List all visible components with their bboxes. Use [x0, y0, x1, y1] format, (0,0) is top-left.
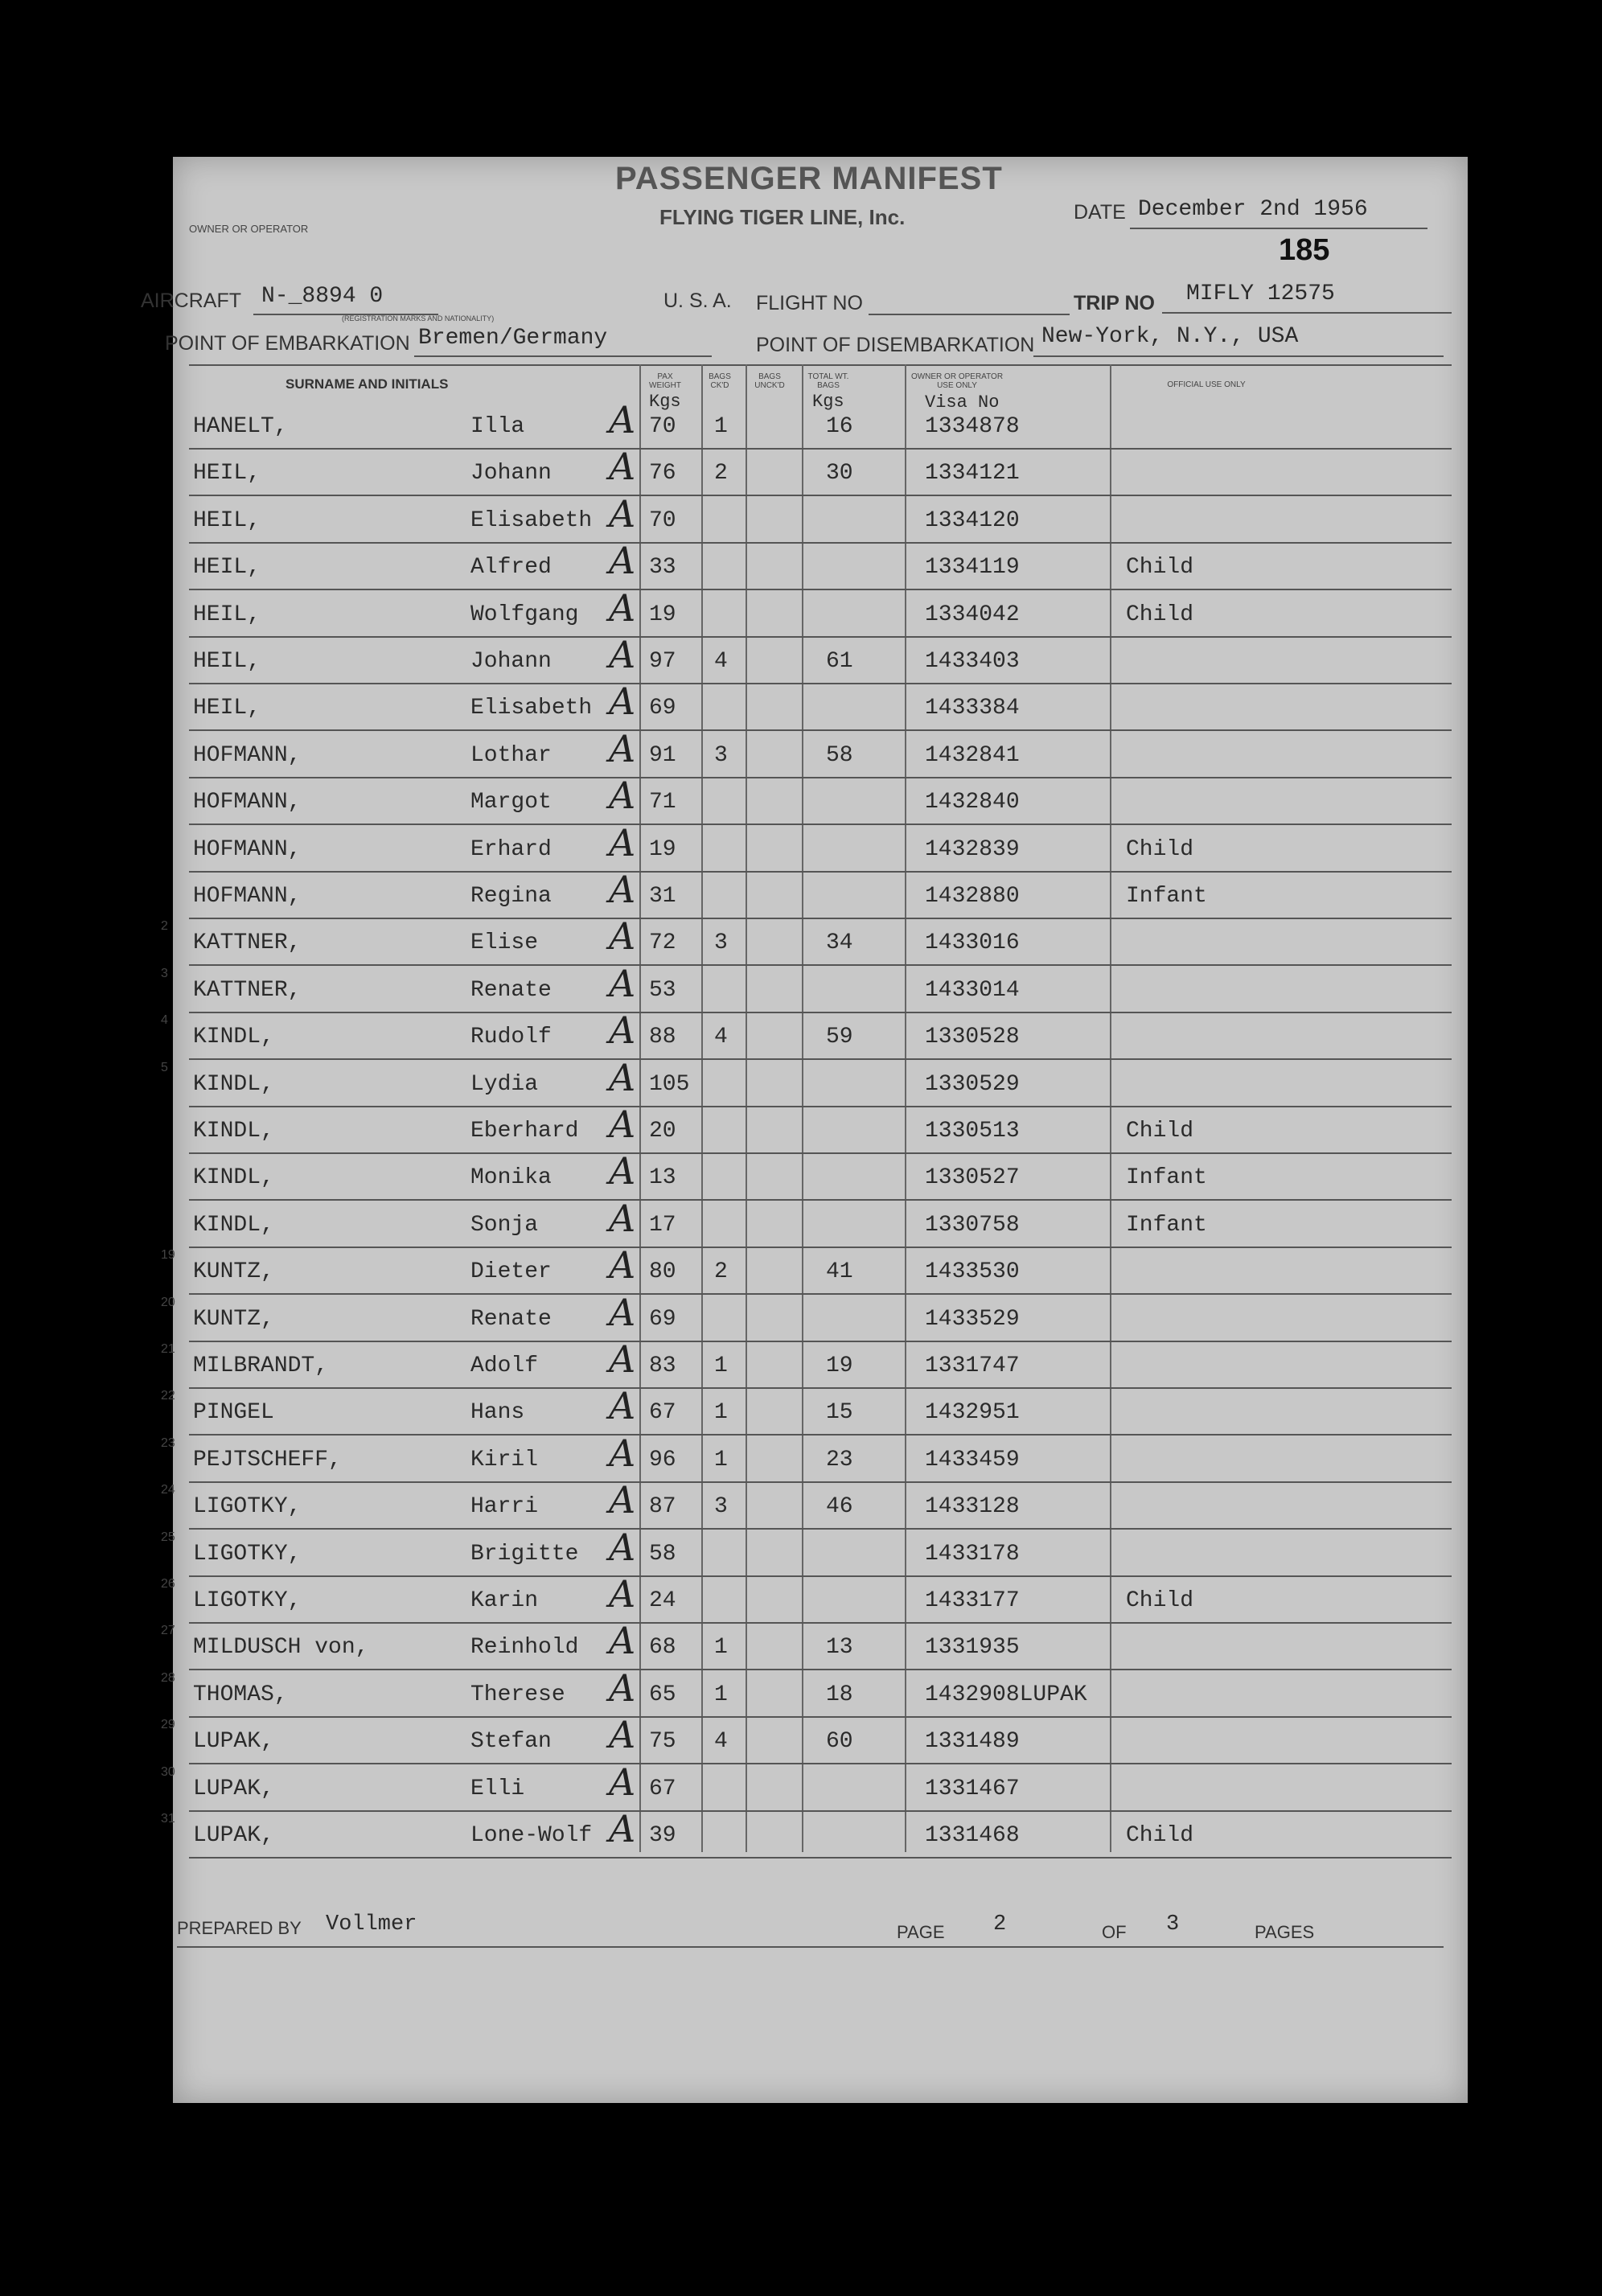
- usa-label: U. S. A.: [663, 290, 732, 312]
- status-mark: A: [609, 1713, 636, 1757]
- given-name-cell: Elisabeth: [470, 696, 593, 721]
- surname-cell: PEJTSCHEFF,: [193, 1447, 342, 1472]
- given-name-cell: Lothar: [470, 742, 552, 768]
- row-number: 2: [161, 919, 168, 934]
- row-number: 4: [161, 1013, 168, 1028]
- status-mark: A: [609, 1525, 636, 1569]
- given-name-cell: Erhard: [470, 836, 552, 862]
- given-name-cell: Adolf: [470, 1353, 539, 1378]
- total-weight-cell: 19: [826, 1353, 853, 1378]
- row-rule: [189, 918, 1452, 919]
- row-rule: [189, 1106, 1452, 1107]
- disembarkation-label: POINT OF DISEMBARKATION: [756, 334, 1035, 356]
- manifest-sheet: [141, 157, 1468, 2103]
- visa-number-cell: 1433128: [925, 1494, 1020, 1520]
- row-number: 5: [161, 1060, 168, 1074]
- given-name-cell: Dieter: [470, 1259, 552, 1285]
- pax-weight-cell: 53: [649, 977, 676, 1003]
- visa-number-cell: 1432908LUPAK: [925, 1682, 1087, 1707]
- surname-cell: KINDL,: [193, 1212, 274, 1238]
- row-rule: [189, 1247, 1452, 1248]
- row-number: 24: [161, 1483, 175, 1497]
- pax-weight-cell: 13: [649, 1165, 676, 1191]
- given-name-cell: Illa: [470, 414, 525, 439]
- visa-number-cell: 1331935: [925, 1635, 1020, 1661]
- row-number: 28: [161, 1670, 175, 1685]
- trip-label: TRIP NO: [1074, 292, 1155, 314]
- header-top-rule: [189, 364, 1452, 366]
- grid-v5: [905, 364, 906, 1852]
- footer-rule: [177, 1946, 1444, 1948]
- status-mark: A: [609, 868, 636, 911]
- manifest-number: 185: [1279, 233, 1330, 267]
- bags-checked-cell: 3: [714, 742, 728, 768]
- status-mark: A: [609, 585, 636, 630]
- status-mark: A: [609, 539, 636, 583]
- status-mark: A: [609, 1431, 636, 1475]
- of-value: 3: [1166, 1912, 1180, 1937]
- status-mark: A: [609, 398, 636, 442]
- bags-checked-cell: 1: [714, 1400, 728, 1426]
- visa-number-cell: 1331468: [925, 1823, 1020, 1848]
- row-rule: [189, 636, 1452, 638]
- surname-cell: HEIL,: [193, 696, 261, 721]
- surname-cell: HEIL,: [193, 461, 261, 487]
- manifest-title: PASSENGER MANIFEST: [615, 161, 1003, 196]
- visa-number-cell: 1433403: [925, 649, 1020, 674]
- visa-number-cell: 1433177: [925, 1588, 1020, 1613]
- page-label: PAGE: [897, 1922, 945, 1942]
- pax-weight-cell: 24: [649, 1588, 676, 1613]
- row-rule: [189, 1152, 1452, 1154]
- status-mark: A: [609, 961, 636, 1005]
- visa-number-cell: 1334120: [925, 507, 1020, 533]
- row-rule: [189, 1622, 1452, 1624]
- row-rule: [189, 1669, 1452, 1670]
- row-rule: [189, 1387, 1452, 1389]
- surname-cell: HEIL,: [193, 555, 261, 581]
- disembarkation-value: New-York, N.Y., USA: [1041, 324, 1299, 349]
- given-name-cell: Wolfgang: [470, 602, 579, 627]
- registration-note: (REGISTRATION MARKS AND NATIONALITY): [342, 314, 495, 322]
- col-surname: SURNAME AND INITIALS: [285, 376, 449, 392]
- visa-number-cell: 1433178: [925, 1541, 1020, 1567]
- visa-number-cell: 1334042: [925, 602, 1020, 627]
- bags-checked-cell: 4: [714, 1025, 728, 1050]
- surname-cell: MILBRANDT,: [193, 1353, 329, 1378]
- pax-weight-cell: 80: [649, 1259, 676, 1285]
- given-name-cell: Regina: [470, 884, 552, 909]
- pax-weight-cell: 70: [649, 507, 676, 533]
- visa-number-cell: 1334121: [925, 461, 1020, 487]
- col-official: OFFICIAL USE ONLY: [1167, 380, 1246, 389]
- trip-underline: [1162, 312, 1452, 314]
- pax-weight-cell: 88: [649, 1025, 676, 1050]
- status-mark: A: [609, 1337, 636, 1381]
- col-visa-label: Visa No: [925, 392, 1000, 413]
- status-mark: A: [609, 1619, 636, 1663]
- row-rule: [189, 1012, 1452, 1013]
- visa-number-cell: 1330513: [925, 1119, 1020, 1144]
- total-weight-cell: 46: [826, 1494, 853, 1520]
- trip-value: MIFLY 12575: [1186, 281, 1335, 306]
- visa-number-cell: 1331489: [925, 1729, 1020, 1755]
- pax-weight-cell: 20: [649, 1119, 676, 1144]
- given-name-cell: Margot: [470, 790, 552, 815]
- given-name-cell: Elli: [470, 1776, 525, 1801]
- given-name-cell: Rudolf: [470, 1025, 552, 1050]
- surname-cell: HOFMANN,: [193, 742, 302, 768]
- row-number: 27: [161, 1624, 175, 1638]
- flight-underline: [869, 314, 1070, 315]
- row-number: 19: [161, 1248, 175, 1263]
- total-weight-cell: 41: [826, 1259, 853, 1285]
- surname-cell: LIGOTKY,: [193, 1588, 302, 1613]
- pax-weight-cell: 105: [649, 1071, 690, 1097]
- surname-cell: KATTNER,: [193, 930, 302, 956]
- given-name-cell: Lydia: [470, 1071, 539, 1097]
- surname-cell: HEIL,: [193, 602, 261, 627]
- grid-v6: [1110, 364, 1111, 1852]
- surname-cell: MILDUSCH von,: [193, 1635, 369, 1661]
- official-use-cell: Child: [1126, 1823, 1194, 1848]
- status-mark: A: [609, 774, 636, 818]
- status-mark: A: [609, 1290, 636, 1334]
- surname-cell: HEIL,: [193, 649, 261, 674]
- visa-number-cell: 1433529: [925, 1306, 1020, 1332]
- given-name-cell: Renate: [470, 1306, 552, 1332]
- given-name-cell: Elisabeth: [470, 507, 593, 533]
- official-use-cell: Infant: [1126, 1212, 1207, 1238]
- row-number: 21: [161, 1342, 175, 1356]
- embarkation-value: Bremen/Germany: [418, 326, 608, 351]
- surname-cell: PINGEL: [193, 1400, 274, 1426]
- embarkation-underline: [414, 355, 712, 357]
- status-mark: A: [609, 1666, 636, 1710]
- status-mark: A: [609, 914, 636, 959]
- owner-label: OWNER OR OPERATOR: [189, 223, 309, 235]
- visa-number-cell: 1330528: [925, 1025, 1020, 1050]
- status-mark: A: [609, 1008, 636, 1053]
- date-underline: [1130, 228, 1427, 229]
- bags-checked-cell: 1: [714, 1353, 728, 1378]
- pax-weight-cell: 71: [649, 790, 676, 815]
- official-use-cell: Child: [1126, 1588, 1194, 1613]
- visa-number-cell: 1330529: [925, 1071, 1020, 1097]
- row-rule: [189, 1341, 1452, 1342]
- pax-weight-cell: 68: [649, 1635, 676, 1661]
- given-name-cell: Stefan: [470, 1729, 552, 1755]
- pax-weight-cell: 67: [649, 1776, 676, 1801]
- pax-weight-cell: 96: [649, 1447, 676, 1472]
- col-pax-weight: PAX WEIGHT: [649, 372, 681, 390]
- given-name-cell: Alfred: [470, 555, 552, 581]
- official-use-cell: Infant: [1126, 884, 1207, 909]
- given-name-cell: Lone-Wolf: [470, 1823, 593, 1848]
- given-name-cell: Elise: [470, 930, 539, 956]
- surname-cell: THOMAS,: [193, 1682, 288, 1707]
- given-name-cell: Monika: [470, 1165, 552, 1191]
- prepared-label: PREPARED BY: [177, 1918, 302, 1938]
- col-bags-unckd: BAGS UNCK'D: [754, 372, 785, 390]
- visa-number-cell: 1432880: [925, 884, 1020, 909]
- pax-weight-cell: 69: [649, 1306, 676, 1332]
- bags-checked-cell: 3: [714, 1494, 728, 1520]
- visa-number-cell: 1433016: [925, 930, 1020, 956]
- visa-number-cell: 1433384: [925, 696, 1020, 721]
- status-mark: A: [609, 1243, 636, 1288]
- surname-cell: KUNTZ,: [193, 1259, 274, 1285]
- col-total-wt: TOTAL WT. BAGS: [807, 372, 849, 390]
- status-mark: A: [609, 1055, 636, 1099]
- row-rule: [189, 1058, 1452, 1060]
- status-mark: A: [609, 491, 636, 536]
- pax-weight-cell: 58: [649, 1541, 676, 1567]
- row-rule: [189, 1199, 1452, 1201]
- row-rule: [189, 964, 1452, 966]
- total-weight-cell: 18: [826, 1682, 853, 1707]
- row-rule: [189, 1293, 1452, 1295]
- bags-checked-cell: 1: [714, 1682, 728, 1707]
- visa-number-cell: 1330758: [925, 1212, 1020, 1238]
- surname-cell: LUPAK,: [193, 1729, 274, 1755]
- status-mark: A: [609, 1384, 636, 1428]
- official-use-cell: Child: [1126, 602, 1194, 627]
- given-name-cell: Sonja: [470, 1212, 539, 1238]
- col-total-unit: Kgs: [812, 392, 844, 412]
- total-weight-cell: 30: [826, 461, 853, 487]
- pax-weight-cell: 72: [649, 930, 676, 956]
- total-weight-cell: 13: [826, 1635, 853, 1661]
- surname-cell: HANELT,: [193, 414, 288, 439]
- total-weight-cell: 58: [826, 742, 853, 768]
- row-number: 29: [161, 1718, 175, 1732]
- surname-cell: HEIL,: [193, 507, 261, 533]
- pax-weight-cell: 33: [649, 555, 676, 581]
- visa-number-cell: 1432840: [925, 790, 1020, 815]
- status-mark: A: [609, 1478, 636, 1522]
- surname-cell: KINDL,: [193, 1119, 274, 1144]
- given-name-cell: Reinhold: [470, 1635, 579, 1661]
- pax-weight-cell: 91: [649, 742, 676, 768]
- pax-weight-cell: 87: [649, 1494, 676, 1520]
- surname-cell: LIGOTKY,: [193, 1541, 302, 1567]
- pax-weight-cell: 17: [649, 1212, 676, 1238]
- given-name-cell: Harri: [470, 1494, 539, 1520]
- visa-number-cell: 1334119: [925, 555, 1020, 581]
- visa-number-cell: 1331467: [925, 1776, 1020, 1801]
- surname-cell: KINDL,: [193, 1165, 274, 1191]
- total-weight-cell: 23: [826, 1447, 853, 1472]
- given-name-cell: Brigitte: [470, 1541, 579, 1567]
- row-rule: [189, 824, 1452, 825]
- aircraft-label: AIRCRAFT: [141, 290, 241, 312]
- pax-weight-cell: 83: [649, 1353, 676, 1378]
- disembarkation-underline: [1033, 355, 1444, 357]
- row-rule: [189, 1481, 1452, 1483]
- pax-weight-cell: 75: [649, 1729, 676, 1755]
- official-use-cell: Child: [1126, 555, 1194, 581]
- bags-checked-cell: 4: [714, 1729, 728, 1755]
- date-value: December 2nd 1956: [1138, 197, 1368, 222]
- surname-cell: HOFMANN,: [193, 790, 302, 815]
- visa-number-cell: 1432951: [925, 1400, 1020, 1426]
- row-rule: [189, 589, 1452, 590]
- of-label: OF: [1102, 1922, 1127, 1942]
- pax-weight-cell: 97: [649, 649, 676, 674]
- bags-checked-cell: 3: [714, 930, 728, 956]
- given-name-cell: Therese: [470, 1682, 565, 1707]
- surname-cell: KUNTZ,: [193, 1306, 274, 1332]
- col-owner-use: OWNER OR OPERATOR USE ONLY: [910, 372, 1004, 390]
- status-mark: A: [609, 726, 636, 770]
- status-mark: A: [609, 1103, 636, 1146]
- official-use-cell: Infant: [1126, 1165, 1207, 1191]
- status-mark: A: [609, 680, 636, 724]
- surname-cell: KINDL,: [193, 1071, 274, 1097]
- surname-cell: HOFMANN,: [193, 836, 302, 862]
- row-rule: [189, 1763, 1452, 1764]
- given-name-cell: Renate: [470, 977, 552, 1003]
- row-rule: [189, 871, 1452, 873]
- bags-checked-cell: 4: [714, 649, 728, 674]
- given-name-cell: Eberhard: [470, 1119, 579, 1144]
- row-number: 25: [161, 1530, 175, 1544]
- pax-weight-cell: 70: [649, 414, 676, 439]
- visa-number-cell: 1433014: [925, 977, 1020, 1003]
- visa-number-cell: 1334878: [925, 414, 1020, 439]
- row-rule: [189, 1528, 1452, 1530]
- pax-weight-cell: 65: [649, 1682, 676, 1707]
- grid-v2: [701, 364, 703, 1852]
- pax-weight-cell: 39: [649, 1823, 676, 1848]
- given-name-cell: Kiril: [470, 1447, 539, 1472]
- row-number: 22: [161, 1389, 175, 1403]
- row-number: 3: [161, 966, 168, 980]
- grid-v1: [639, 364, 641, 1852]
- col-bags-ckd: BAGS CK'D: [709, 372, 731, 390]
- visa-number-cell: 1432839: [925, 836, 1020, 862]
- grid-v4: [802, 364, 803, 1852]
- total-weight-cell: 60: [826, 1729, 853, 1755]
- row-rule: [189, 495, 1452, 496]
- status-mark: A: [609, 820, 636, 865]
- status-mark: A: [609, 1572, 636, 1616]
- col-pax-unit: Kgs: [649, 392, 681, 412]
- date-label: DATE: [1074, 201, 1126, 224]
- row-rule: [189, 1434, 1452, 1436]
- row-rule: [189, 1575, 1452, 1577]
- row-rule: [189, 777, 1452, 778]
- surname-cell: KATTNER,: [193, 977, 302, 1003]
- status-mark: A: [609, 1807, 636, 1850]
- status-mark: A: [609, 633, 636, 676]
- visa-number-cell: 1432841: [925, 742, 1020, 768]
- total-weight-cell: 59: [826, 1025, 853, 1050]
- given-name-cell: Johann: [470, 649, 552, 674]
- given-name-cell: Johann: [470, 461, 552, 487]
- pax-weight-cell: 31: [649, 884, 676, 909]
- flight-label: FLIGHT NO: [756, 292, 863, 314]
- bags-checked-cell: 1: [714, 1635, 728, 1661]
- pax-weight-cell: 19: [649, 836, 676, 862]
- visa-number-cell: 1331747: [925, 1353, 1020, 1378]
- row-number: 30: [161, 1764, 175, 1779]
- embarkation-label: POINT OF EMBARKATION: [165, 332, 410, 355]
- airline-name: FLYING TIGER LINE, Inc.: [659, 205, 906, 229]
- given-name-cell: Hans: [470, 1400, 525, 1426]
- row-rule: [189, 1716, 1452, 1718]
- aircraft-value: N-_8894 0: [261, 284, 384, 309]
- surname-cell: LIGOTKY,: [193, 1494, 302, 1520]
- row-number: 31: [161, 1812, 175, 1826]
- total-weight-cell: 34: [826, 930, 853, 956]
- grid-v3: [746, 364, 747, 1852]
- visa-number-cell: 1433459: [925, 1447, 1020, 1472]
- surname-cell: LUPAK,: [193, 1823, 274, 1848]
- total-weight-cell: 61: [826, 649, 853, 674]
- visa-number-cell: 1433530: [925, 1259, 1020, 1285]
- page-value: 2: [993, 1912, 1007, 1937]
- bags-checked-cell: 2: [714, 461, 728, 487]
- surname-cell: KINDL,: [193, 1025, 274, 1050]
- prepared-value: Vollmer: [326, 1912, 417, 1937]
- row-number: 23: [161, 1436, 175, 1450]
- status-mark: A: [609, 1149, 636, 1193]
- official-use-cell: Child: [1126, 1119, 1194, 1144]
- pax-weight-cell: 19: [649, 602, 676, 627]
- row-number: 26: [161, 1577, 175, 1591]
- pax-weight-cell: 76: [649, 461, 676, 487]
- row-rule: [189, 542, 1452, 544]
- bags-checked-cell: 2: [714, 1259, 728, 1285]
- status-mark: A: [609, 445, 636, 489]
- status-mark: A: [609, 1196, 636, 1240]
- row-rule: [189, 1810, 1452, 1812]
- bags-checked-cell: 1: [714, 414, 728, 439]
- bags-checked-cell: 1: [714, 1447, 728, 1472]
- surname-cell: HOFMANN,: [193, 884, 302, 909]
- given-name-cell: Karin: [470, 1588, 539, 1613]
- row-rule: [189, 1857, 1452, 1859]
- row-rule: [189, 683, 1452, 684]
- pax-weight-cell: 69: [649, 696, 676, 721]
- row-rule: [189, 729, 1452, 731]
- row-number: 20: [161, 1295, 175, 1309]
- total-weight-cell: 15: [826, 1400, 853, 1426]
- total-weight-cell: 16: [826, 414, 853, 439]
- pax-weight-cell: 67: [649, 1400, 676, 1426]
- official-use-cell: Child: [1126, 836, 1194, 862]
- visa-number-cell: 1330527: [925, 1165, 1020, 1191]
- surname-cell: LUPAK,: [193, 1776, 274, 1801]
- pages-label: PAGES: [1255, 1922, 1315, 1942]
- row-rule: [189, 448, 1452, 450]
- status-mark: A: [609, 1760, 636, 1804]
